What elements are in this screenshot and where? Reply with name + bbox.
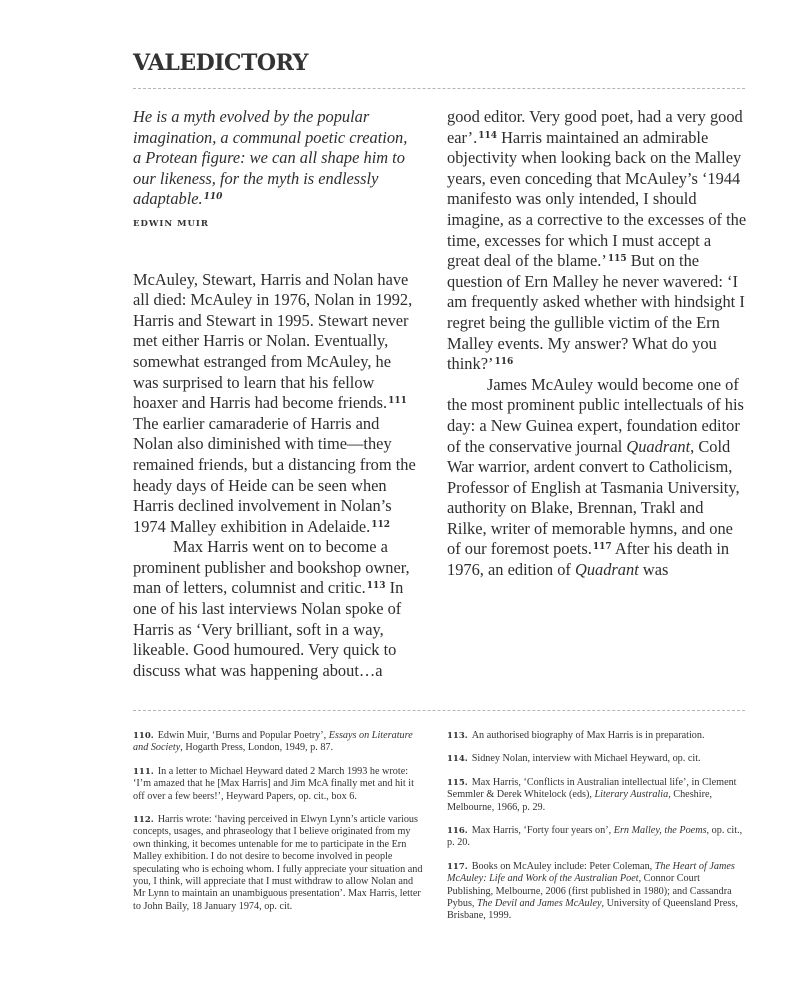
- left-column: [133, 107, 418, 681]
- page-title: VALEDICTORY: [133, 50, 308, 76]
- footnote-ref-115[interactable]: 115: [607, 254, 627, 265]
- footnote-115: 115. Max Harris, ‘Conflicts in Australian intellectual life’, in Clement Semmler & Derek Whitelock (eds), Literary Australia, Cheshire, Melbourne, 1966, p. 29.: [447, 776, 737, 813]
- footnote-divider: [133, 710, 745, 711]
- body-paragraph-3: James McAuley would become one of the most prominent public intellectuals of his day: a New Guinea expert, foundation editor of the conservative journal Quadrant, Cold War warrior, ardent convert to Catholicism, Professor of English at Tasmania University, authority on Blake, Brennan, Trakl and Rilke, writer of memorable hymns, and one of our foremost poets.$^{117}$ After his death in 1976, an edition of Quadrant was: [447, 374, 744, 580]
- footnote-117: 117. Books on McAuley include: Peter Coleman, The Heart of James McAuley: Life and Work of the Australian Poet, Connor Court Publishing, Melbourne, 2006 (first published in 1980); and Cassandra Pybus, The Devil and James McAuley, University of Queensland Press, Brisbane, 1999.: [447, 860, 738, 922]
- journal-title: Quadrant: [626, 436, 691, 456]
- top-divider: [133, 88, 745, 89]
- footnote-ref-116[interactable]: 116: [494, 357, 514, 368]
- footnote-ref-112[interactable]: 112: [371, 519, 391, 530]
- footnote-113: 113. An authorised biography of Max Harris is in preparation.: [447, 730, 705, 741]
- footnote-114: 114. Sidney Nolan, interview with Michael Heyward, op. cit.: [447, 753, 701, 765]
- right-column: [447, 107, 747, 581]
- footnote-ref-113[interactable]: 113: [366, 581, 386, 592]
- footnote-ref-117[interactable]: 117: [592, 542, 612, 553]
- epigraph-text: He is a myth evolved by the popular imagination, a communal poetic creation, a Protean figure: we can all shape him to our likeness, for the myth is endlessly adaptable.: [133, 107, 408, 209]
- body-paragraph-2: Max Harris went on to become a prominent publisher and bookshop owner, man of letters, columnist and critic.$^{113}$ In one of his last interviews Nolan spoke of Harris as ‘Very brilliant, soft in a way, likeable. Good humoured. Very quick to discuss what was happening about…a: [133, 537, 410, 680]
- footnotes-right: [447, 730, 747, 934]
- footnote-111: 111. In a letter to Michael Heyward dated 2 March 1993 he wrote: ‘I’m amazed that he [Max Harris] and Jim McA finally met and hit it off over a few beers!’, Heyward Papers, op. cit., box 6.: [133, 765, 414, 802]
- journal-title: Quadrant: [575, 560, 639, 580]
- footnote-110: 110. Edwin Muir, ‘Burns and Popular Poetry’, Essays on Literature and Society, Hogarth Press, London, 1949, p. 87.: [133, 730, 413, 754]
- footnote-ref-114[interactable]: 114: [478, 130, 497, 141]
- epigraph: [133, 107, 418, 210]
- footnotes-left: [133, 730, 426, 924]
- footnote-112: 112. Harris wrote: ‘having perceived in Elwyn Lynn’s article various concepts, usages, and phraseology that I believe originated from my own thinking, it becomes untenable for me to participate in the Ern Malley exhibition. I do not desire to become involved in people speculating who is echoing whom. I fully appreciate your situation and you, I think, will appreciate that I must withdraw to allow Nolan and Mr Lynn to maintain an unambiguous presentation’. Max Harris, letter to John Baily, 18 January 1974, op. cit.: [133, 814, 423, 912]
- body-paragraph-2-continued: good editor. Very good poet, had a very good ear’.$^{114}$ Harris maintained an admirable objectivity when looking back on the Malley years, even conceding that McAuley’s ‘1944 manifesto was only intended, I should imagine, as a corrective to the excesses of the time, excesses for which I must accept a great deal of the blame.’$^{115}$ But on the question of Ern Malley he never wavered: ‘I am frequently asked whether with hindsight I regret being the gullible victim of the Ern Malley events. My answer? What do you think?’$^{116}$: [447, 107, 747, 374]
- footnote-ref-111[interactable]: 111: [388, 396, 407, 407]
- footnote-ref-110[interactable]: 110: [203, 192, 223, 203]
- epigraph-attribution: EDWIN MUIR: [133, 218, 209, 229]
- footnote-116: 116. Max Harris, ‘Forty four years on’, Ern Malley, the Poems, op. cit., p. 20.: [447, 825, 743, 849]
- body-paragraph-1: McAuley, Stewart, Harris and Nolan have all died: McAuley in 1976, Nolan in 1992, Harris and Stewart in 1995. Stewart never met either Harris or Nolan. Eventually, somewhat estranged from McAuley, he was surprised to learn that his fellow hoaxer and Harris had become friends.$^{111}$ The earlier camaraderie of Harris and Nolan also diminished with time—they remained friends, but a distancing from the heady days of Heide can be seen when Harris declined involvement in Nolan’s 1974 Malley exhibition in Adelaide.$^{112}$: [133, 269, 416, 536]
